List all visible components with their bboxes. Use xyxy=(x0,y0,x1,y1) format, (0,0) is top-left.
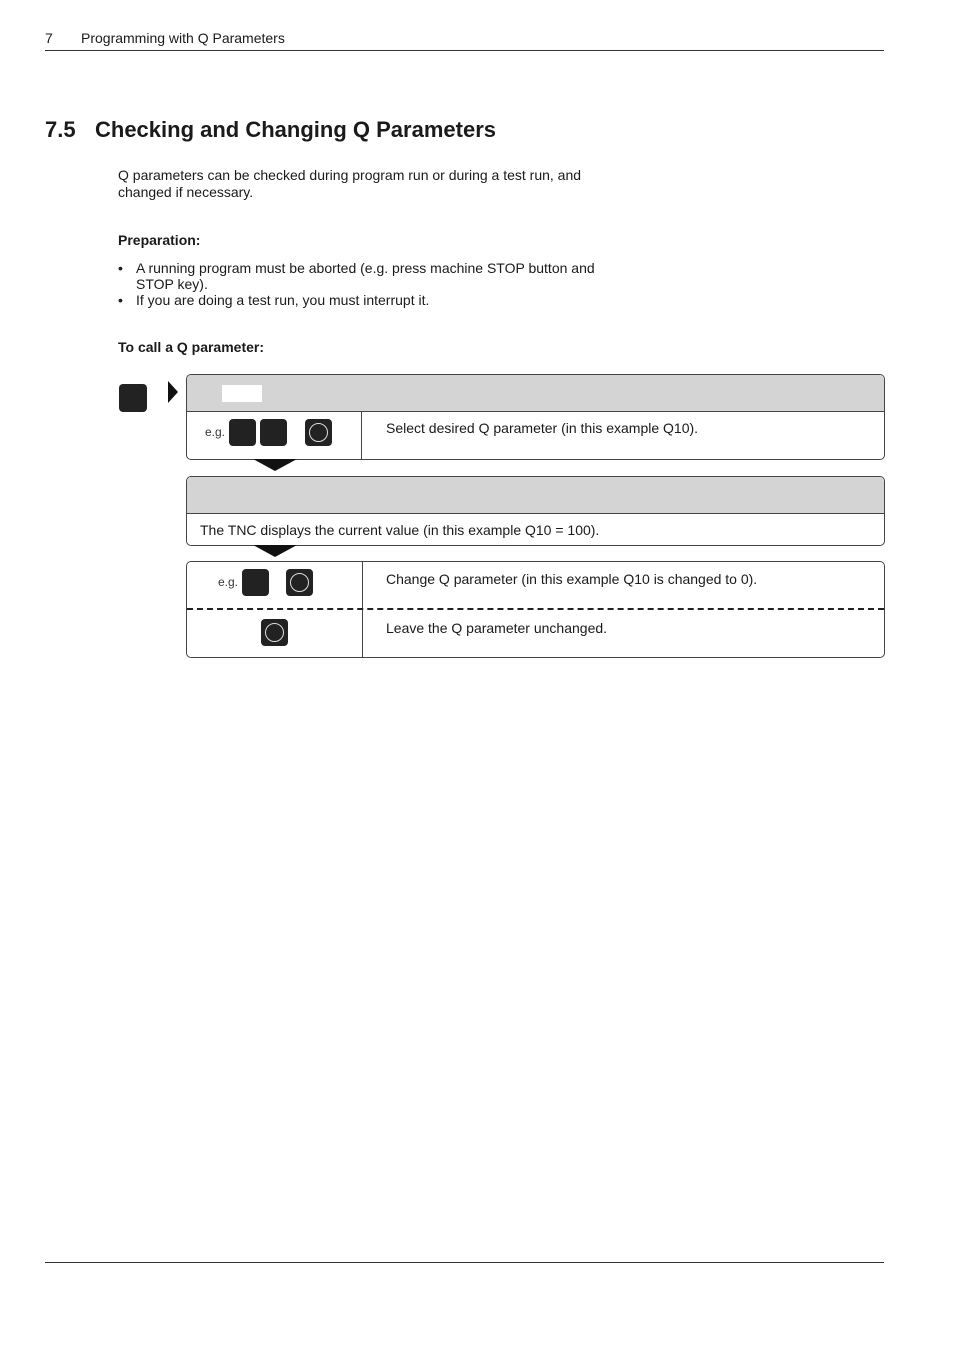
chapter-title: Programming with Q Parameters xyxy=(81,30,285,46)
section-number: 7.5 xyxy=(45,117,76,142)
end-key-icon xyxy=(261,619,288,646)
down-arrow-icon xyxy=(253,545,297,557)
enter-key-icon xyxy=(305,419,332,446)
eg-label: e.g. xyxy=(218,575,239,589)
section-title: Checking and Changing Q Parameters xyxy=(95,117,496,142)
numeric-key-icon xyxy=(260,419,287,446)
eg-label: e.g. xyxy=(205,425,226,439)
option-a-description: Change Q parameter (in this example Q10 is changed to 0). xyxy=(386,571,758,587)
footer-divider xyxy=(45,1262,884,1263)
down-arrow-icon xyxy=(253,459,297,471)
bullet-icon: • xyxy=(118,292,123,308)
bullet-icon: • xyxy=(118,260,123,276)
list-item xyxy=(118,260,618,294)
step2-description: The TNC displays the current value (in this example Q10 = 100). xyxy=(200,522,600,538)
numeric-key-icon xyxy=(229,419,256,446)
bullet-text: If you are doing a test run, you must interrupt it. xyxy=(136,292,430,308)
numeric-key-icon xyxy=(242,569,269,596)
cell-divider xyxy=(361,412,362,459)
step1-description: Select desired Q parameter (in this example Q10). xyxy=(386,420,699,436)
step2-box xyxy=(186,476,885,546)
option-b-description: Leave the Q parameter unchanged. xyxy=(386,620,608,636)
procedure-heading: To call a Q parameter: xyxy=(118,339,265,355)
step1-screen-bar xyxy=(187,375,884,412)
bullet-text: A running program must be aborted (e.g. press machine STOP button and STOP key). xyxy=(136,260,595,292)
intro-paragraph: Q parameters can be checked during program run or during a test run, and changed if necessary. xyxy=(118,167,582,200)
step1-box xyxy=(186,374,885,460)
option-divider xyxy=(187,608,884,610)
header-divider xyxy=(45,50,884,51)
triangle-arrow-right-icon xyxy=(168,381,178,403)
soft-key-highlight xyxy=(222,385,262,402)
operating-mode-key-icon xyxy=(119,384,147,412)
list-item xyxy=(118,292,618,310)
chapter-number: 7 xyxy=(45,30,53,46)
step3-box xyxy=(186,561,885,658)
step2-screen-bar xyxy=(187,477,884,514)
enter-key-icon xyxy=(286,569,313,596)
preparation-heading: Preparation: xyxy=(118,232,201,248)
